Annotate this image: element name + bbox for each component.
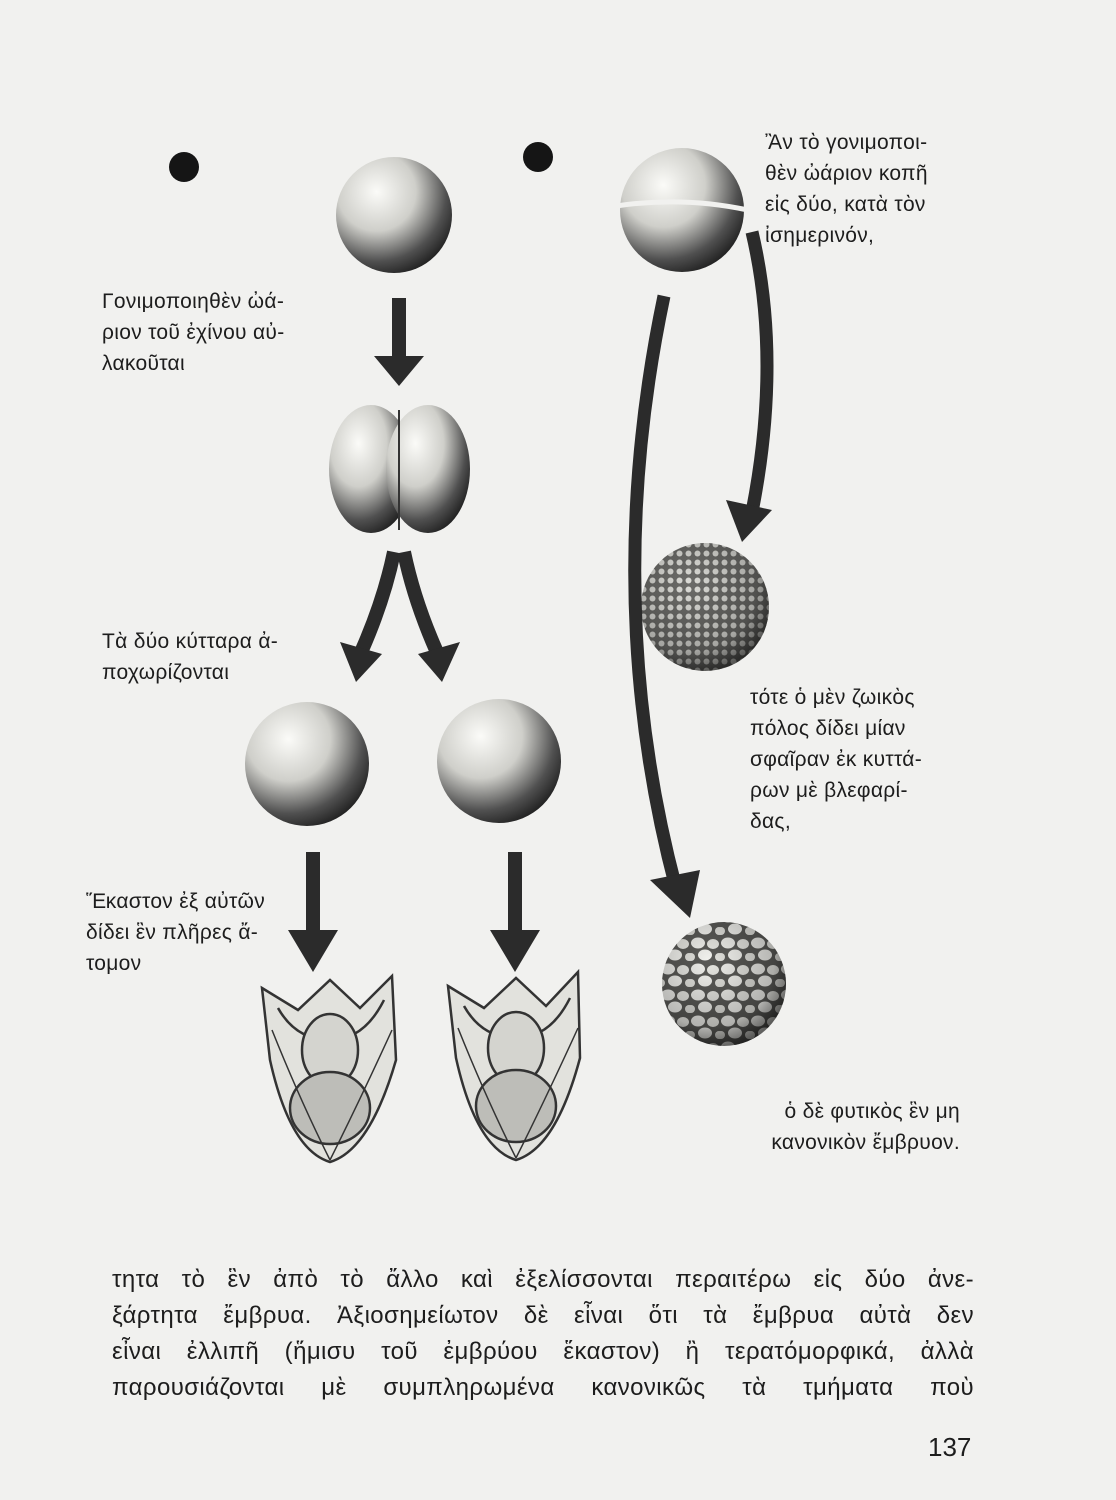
caption-each-individual xyxy=(86,886,265,979)
caption-two-cells xyxy=(102,626,278,688)
body-paragraph xyxy=(112,1262,974,1406)
arrow-cell-left-to-larva xyxy=(288,852,338,972)
caption-line: ρων μὲ βλεφαρί- xyxy=(750,779,908,802)
separated-cell-right xyxy=(437,699,561,823)
caption-line: εἰς δύο, κατὰ τὸν xyxy=(765,193,926,216)
caption-zoic-pole xyxy=(750,682,922,837)
caption-line: ἰσημερινόν, xyxy=(765,224,875,247)
caption-line: τότε ὁ μὲν ζωικὸς xyxy=(750,686,915,709)
fertilized-egg xyxy=(336,157,452,273)
body-line: εἶναι ἐλλιπῆ (ἥμισυ τοῦ ἐμβρύου ἕκαστον) ἢ τερατόμορφικά, ἀλλὰ xyxy=(112,1338,974,1365)
caption-line: Γονιμοποιηθὲν ὠά- xyxy=(102,290,285,313)
caption-line: τομον xyxy=(86,952,142,975)
caption-line: Τὰ δύο κύτταρα ἀ- xyxy=(102,630,279,653)
body-line: ξάρτητα ἔμβρυα. Ἀξιοσημείωτον δὲ εἶναι ὅτι τὰ ἔμβρυα αὐτὰ δεν xyxy=(112,1302,974,1329)
caption-line: ποχωρίζονται xyxy=(102,661,230,684)
arrow-cut-to-ciliated xyxy=(726,232,772,542)
arrow-egg-to-two-cell xyxy=(374,298,424,386)
caption-line: δίδει ἓν πλῆρες ἄ- xyxy=(86,921,259,944)
body-line: παρουσιάζονται μὲ συμπληρωμένα κανονικῶς τὰ τμήματα ποὺ xyxy=(112,1374,974,1401)
black-dot-center xyxy=(523,142,553,172)
arrow-split-left xyxy=(340,552,394,682)
page-number: 137 xyxy=(928,1432,972,1462)
separated-cell-left xyxy=(245,702,369,826)
ciliated-sphere xyxy=(641,543,769,671)
larva-left xyxy=(262,976,396,1162)
caption-line: ὁ δὲ φυτικὸς ἓν μη xyxy=(784,1100,960,1123)
caption-line: Ἕκαστον ἐξ αὐτῶν xyxy=(86,890,266,913)
arrow-cell-right-to-larva xyxy=(490,852,540,972)
caption-line: δας, xyxy=(750,810,791,833)
caption-line: θὲν ὠάριον κοπῆ xyxy=(765,162,928,185)
black-dot-left xyxy=(169,152,199,182)
caption-fertilized-egg xyxy=(102,286,285,379)
caption-plant-pole xyxy=(742,1096,960,1158)
body-line: τητα τὸ ἓν ἀπὸ τὸ ἄλλο καὶ ἐξελίσσονται περαιτέρω εἰς δύο ἀνε- xyxy=(112,1266,974,1293)
two-cell-egg xyxy=(329,405,470,533)
caption-line: λακοῦται xyxy=(102,352,185,375)
caption-line: σφαῖραν ἐκ κυττά- xyxy=(750,748,923,771)
caption-line: Ἂν τὸ γονιμοποι- xyxy=(765,131,928,154)
egg-cut-equator xyxy=(616,148,748,272)
abnormal-embryo xyxy=(662,922,786,1046)
caption-line: ριον τοῦ ἐχίνου αὐ- xyxy=(102,321,285,344)
larva-right xyxy=(448,972,580,1160)
caption-line: πόλος δίδει μίαν xyxy=(750,717,906,740)
arrow-split-right xyxy=(404,552,460,682)
caption-line: κανονικὸν ἔμβρυον. xyxy=(771,1131,960,1154)
caption-cut-equator xyxy=(765,127,928,251)
